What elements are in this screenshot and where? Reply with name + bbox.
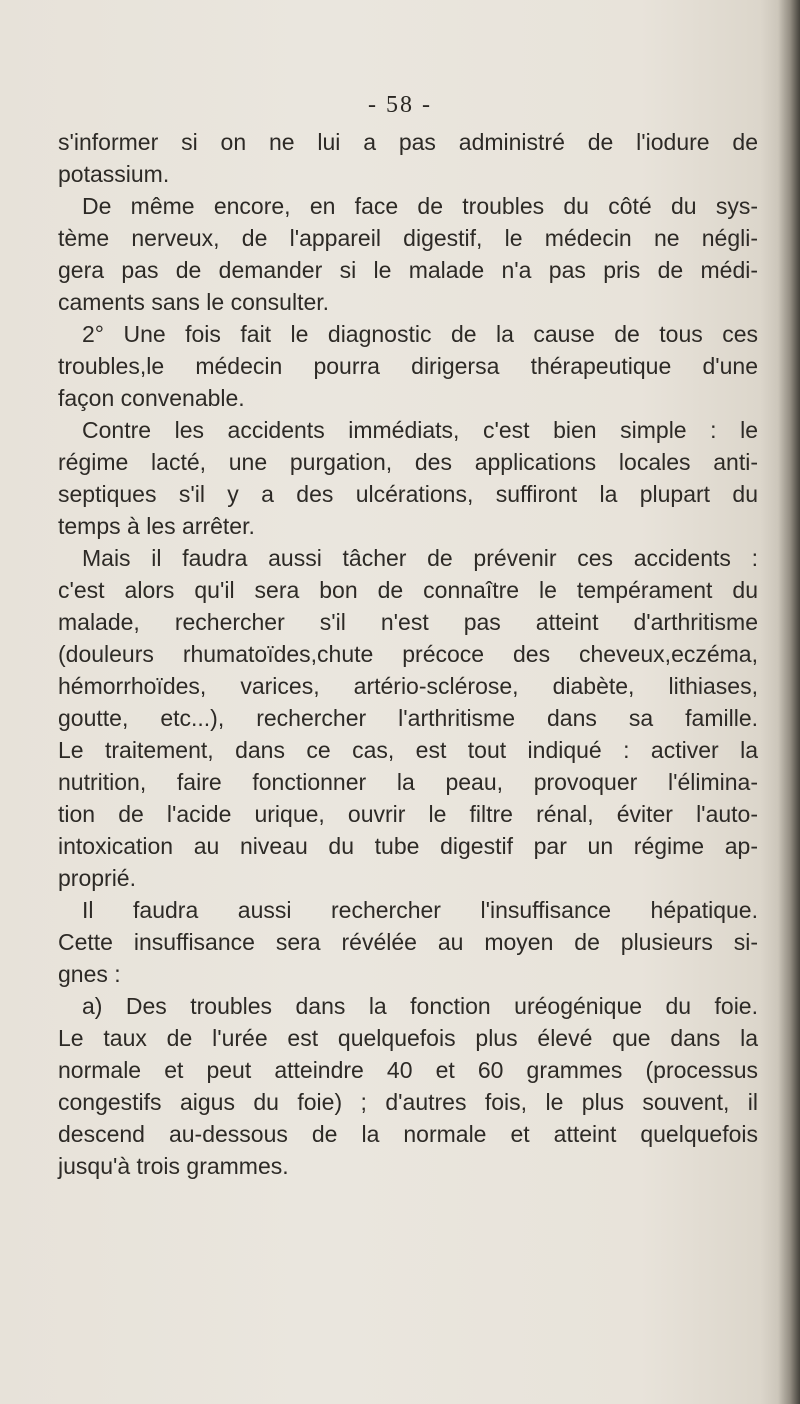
text-line: c'est alors qu'il sera bon de connaître le tempérament du	[58, 577, 758, 603]
text-line: façon convenable.	[58, 385, 245, 411]
page-edge-shadow	[778, 0, 800, 1404]
text-line: potassium.	[58, 161, 170, 187]
text-line: tème nerveux, de l'appareil digestif, le médecin ne négli-	[58, 225, 758, 251]
text-line: tion de l'acide urique, ouvrir le filtre rénal, éviter l'auto-	[58, 801, 758, 827]
text-line: intoxication au niveau du tube digestif par un régime ap-	[58, 833, 758, 859]
text-line: 2° Une fois fait le diagnostic de la cause de tous ces	[82, 321, 758, 347]
body-text	[58, 126, 758, 1182]
text-line: Cette insuffisance sera révélée au moyen de plusieurs si-	[58, 929, 758, 955]
text-line: normale et peut atteindre 40 et 60 grammes (processus	[58, 1057, 758, 1083]
text-line: gnes :	[58, 961, 121, 987]
text-line: nutrition, faire fonctionner la peau, provoquer l'élimina-	[58, 769, 758, 795]
text-line: hémorrhoïdes, varices, artério-sclérose, diabète, lithiases,	[58, 673, 758, 699]
text-line: septiques s'il y a des ulcérations, suffiront la plupart du	[58, 481, 758, 507]
text-line: jusqu'à trois grammes.	[58, 1153, 289, 1179]
text-line: Il faudra aussi rechercher l'insuffisance hépatique.	[82, 897, 758, 923]
text-line: a) Des troubles dans la fonction uréogénique du foie.	[82, 993, 758, 1019]
text-line: (douleurs rhumatoïdes,chute précoce des cheveux,eczéma,	[58, 641, 758, 667]
text-line: malade, rechercher s'il n'est pas atteint d'arthritisme	[58, 609, 758, 635]
text-line: De même encore, en face de troubles du côté du sys-	[82, 193, 758, 219]
text-line: congestifs aigus du foie) ; d'autres fois, le plus souvent, il	[58, 1089, 758, 1115]
text-line: Le traitement, dans ce cas, est tout indiqué : activer la	[58, 737, 758, 763]
text-line: troubles,le médecin pourra dirigersa thérapeutique d'une	[58, 353, 758, 379]
text-line: caments sans le consulter.	[58, 289, 330, 315]
text-line: Contre les accidents immédiats, c'est bien simple : le	[82, 417, 758, 443]
text-line: Le taux de l'urée est quelquefois plus élevé que dans la	[58, 1025, 758, 1051]
text-line: temps à les arrêter.	[58, 513, 255, 539]
text-line: proprié.	[58, 865, 136, 891]
text-line: goutte, etc...), rechercher l'arthritisme dans sa famille.	[58, 705, 758, 731]
text-line: descend au-dessous de la normale et atteint quelquefois	[58, 1121, 758, 1147]
page-number: - 58 -	[368, 92, 432, 118]
text-line: Mais il faudra aussi tâcher de prévenir ces accidents :	[82, 545, 758, 571]
text-line: régime lacté, une purgation, des applications locales anti-	[58, 449, 758, 475]
text-line: gera pas de demander si le malade n'a pas pris de médi-	[58, 257, 758, 283]
text-line: s'informer si on ne lui a pas administré de l'iodure de	[58, 129, 758, 155]
